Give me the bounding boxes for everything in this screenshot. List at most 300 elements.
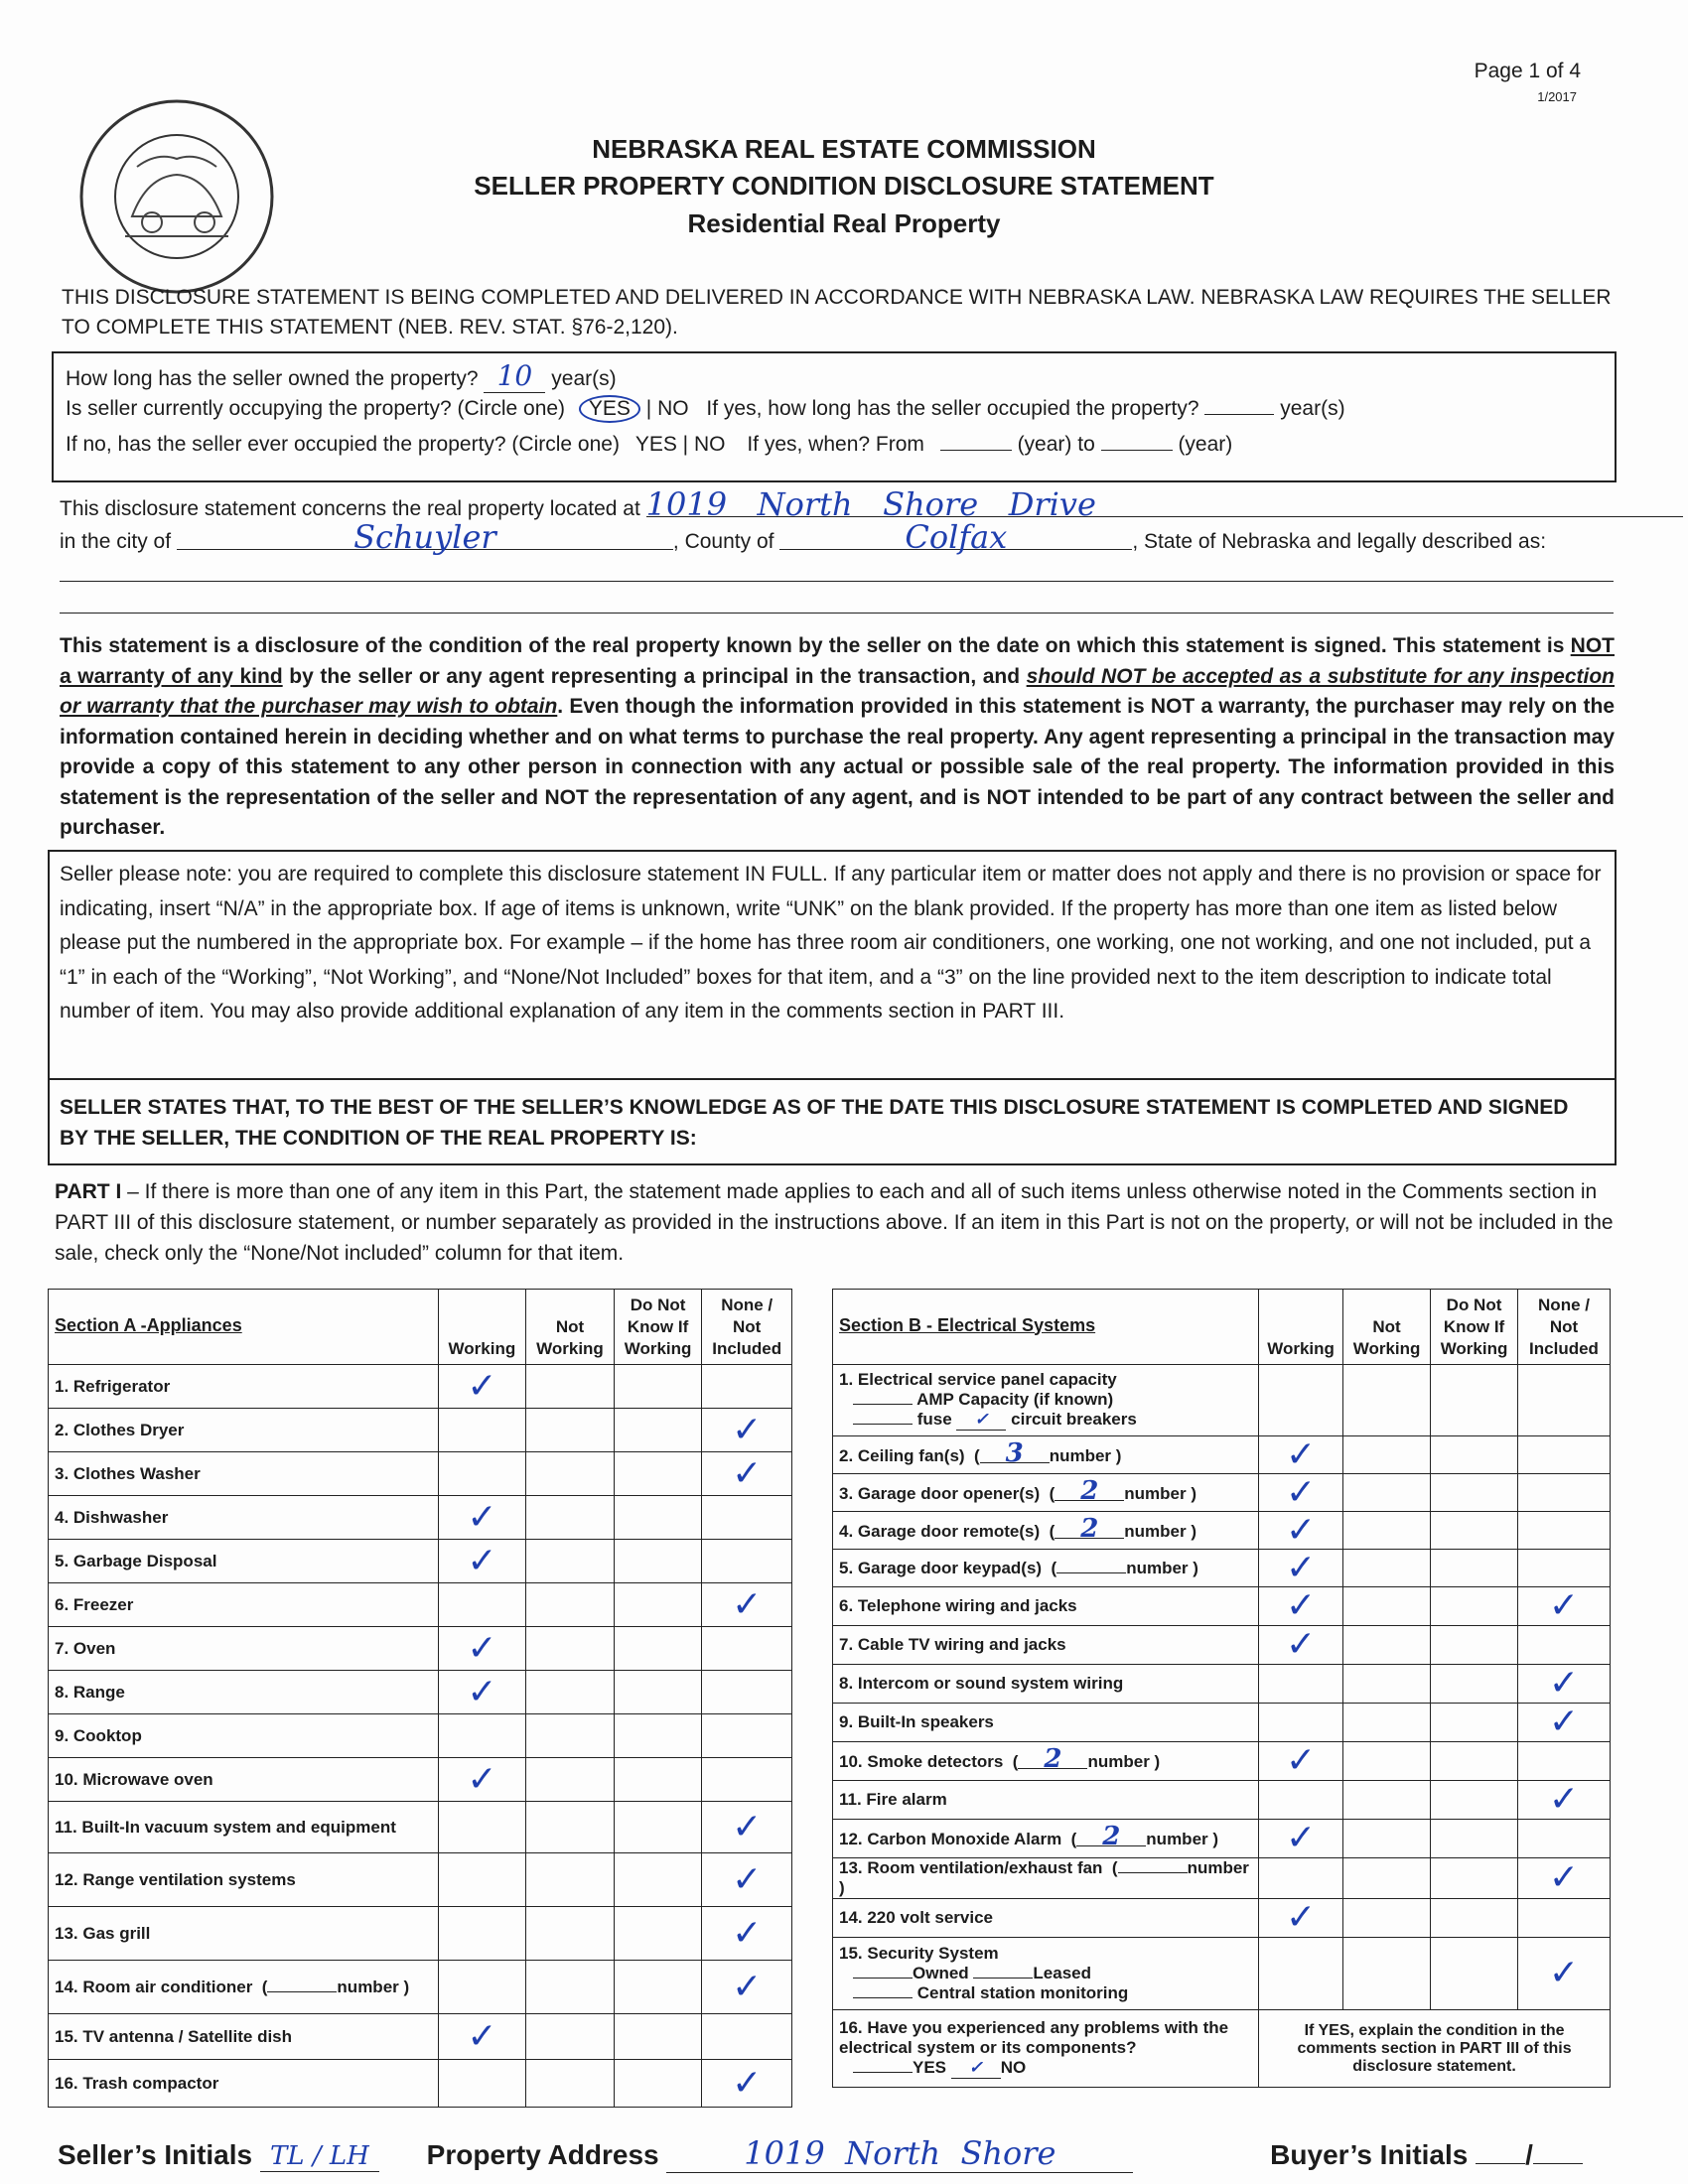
check-mark-icon: ✓ bbox=[1548, 1779, 1580, 1820]
ever-occupied-row bbox=[66, 433, 1232, 457]
checkbox-not-working[interactable] bbox=[526, 1907, 615, 1961]
item-label: 15. TV antenna / Satellite dish bbox=[55, 2026, 293, 2046]
year-to-label: (year) to bbox=[1017, 433, 1095, 456]
checkbox-none[interactable] bbox=[1518, 1626, 1611, 1665]
amp-label: AMP Capacity (if known) bbox=[916, 1390, 1114, 1409]
part1-text: – If there is more than one of any item in this Part, the statement made applies to each and all of such items unless otherwise noted in the Comments section in PART III of this disclosure statement, or number separately as provided in the instructions above. If an item in this Part is not on the property, or will not be included in the sale, check only the “None/Not included” column for that item. bbox=[55, 1180, 1614, 1265]
item-microwave-oven bbox=[49, 1758, 439, 1802]
item-fire-alarm bbox=[833, 1781, 1259, 1820]
ever-occupied-options[interactable]: YES | NO bbox=[634, 433, 726, 456]
item-label: 1. Electrical service panel capacity bbox=[839, 1370, 1117, 1389]
checkbox-do-not-know[interactable] bbox=[1431, 1742, 1518, 1781]
disclosure-statement bbox=[60, 631, 1615, 844]
checkbox-do-not-know[interactable] bbox=[614, 1671, 702, 1714]
checkbox-none[interactable] bbox=[1518, 1704, 1611, 1742]
legal-description-line-2[interactable] bbox=[60, 613, 1614, 614]
check-mark-icon: ✓ bbox=[467, 1496, 497, 1538]
checkbox-do-not-know[interactable] bbox=[1431, 1587, 1518, 1626]
occupied-years-field[interactable] bbox=[1204, 414, 1274, 415]
q16-yes-label: YES bbox=[913, 2058, 947, 2077]
checkbox-working[interactable] bbox=[438, 1714, 526, 1758]
to-year-field[interactable] bbox=[1101, 450, 1173, 451]
legal-description-line-1[interactable] bbox=[60, 581, 1614, 582]
checkbox-not-working[interactable] bbox=[526, 1627, 615, 1671]
checkbox-working[interactable] bbox=[438, 1496, 526, 1540]
col-not-working-header: Not Working bbox=[526, 1290, 615, 1365]
page-label: Page 1 of 4 bbox=[1474, 60, 1581, 82]
item-cooktop bbox=[49, 1714, 439, 1758]
checkbox-do-not-know[interactable] bbox=[1431, 1820, 1518, 1858]
checkbox-do-not-know[interactable] bbox=[1431, 1704, 1518, 1742]
table-row bbox=[833, 1587, 1611, 1626]
item-clothes-dryer bbox=[49, 1409, 439, 1452]
check-mark-icon: ✓ bbox=[732, 1806, 763, 1847]
item-trash-compactor bbox=[49, 2060, 439, 2108]
checkbox-working[interactable] bbox=[1259, 1626, 1343, 1665]
property-address-label: Property Address bbox=[426, 2139, 659, 2170]
checkbox-none[interactable] bbox=[702, 1496, 792, 1540]
footer: Seller’s Initials TL / LH Property Address 1019 North Shore Buyer’s Initials / bbox=[58, 2134, 1646, 2173]
amp-field[interactable] bbox=[853, 1404, 913, 1405]
checkbox-working[interactable] bbox=[1259, 1858, 1343, 1899]
checkbox-do-not-know[interactable] bbox=[614, 1409, 702, 1452]
item-label: 9. Built-In speakers bbox=[839, 1712, 994, 1731]
item-label: 6. Telephone wiring and jacks bbox=[839, 1596, 1077, 1615]
checkbox-working[interactable] bbox=[438, 1583, 526, 1627]
checkbox-not-working[interactable] bbox=[1343, 1781, 1431, 1820]
statement-part2: by the seller or any agent representing a principal in the transaction, and bbox=[289, 664, 1021, 688]
checkbox-do-not-know[interactable] bbox=[1431, 1899, 1518, 1938]
owned-field[interactable] bbox=[853, 1978, 913, 1979]
checkbox-working[interactable] bbox=[438, 1853, 526, 1907]
ever-occupied-question: If no, has the seller ever occupied the property? (Circle one) bbox=[66, 433, 620, 456]
checkbox-working[interactable] bbox=[1259, 1899, 1343, 1938]
checkbox-none[interactable] bbox=[1518, 1899, 1611, 1938]
checkbox-none[interactable] bbox=[1518, 1858, 1611, 1899]
section-b-electrical-table bbox=[832, 1289, 1611, 2088]
col-do-not-know-header: Do Not Know If Working bbox=[1431, 1290, 1518, 1365]
checkbox-working[interactable] bbox=[438, 1627, 526, 1671]
checkbox-not-working[interactable] bbox=[1343, 1474, 1431, 1512]
checkbox-not-working[interactable] bbox=[1343, 1550, 1431, 1587]
col-working-header: Working bbox=[438, 1290, 526, 1365]
checkbox-do-not-know[interactable] bbox=[1431, 1858, 1518, 1899]
checkbox-do-not-know[interactable] bbox=[1431, 1938, 1518, 2010]
table-row bbox=[833, 1474, 1611, 1512]
check-mark-icon: ✓ bbox=[1286, 1624, 1317, 1665]
item-label: 8. Range bbox=[55, 1682, 125, 1702]
checkbox-none[interactable] bbox=[702, 1365, 792, 1409]
item-room-air-conditioner: 14. Room air conditioner ( number ) bbox=[49, 1961, 439, 2014]
item-garage-door-opener-s: 3. Garage door opener(s) ( 2 number ) bbox=[833, 1474, 1259, 1512]
item-count-field[interactable] bbox=[267, 1991, 337, 1992]
checkbox-not-working[interactable] bbox=[526, 1961, 615, 2014]
table-row bbox=[49, 1802, 792, 1853]
checkbox-working[interactable] bbox=[438, 1907, 526, 1961]
checkbox-working[interactable] bbox=[438, 1758, 526, 1802]
check-mark-icon: ✓ bbox=[732, 2062, 763, 2104]
address-label: This disclosure statement concerns the real property located at bbox=[60, 497, 640, 520]
item-security-system bbox=[833, 1938, 1259, 2010]
seller-initials-field[interactable]: TL / LH bbox=[260, 2141, 379, 2172]
ownership-box bbox=[52, 351, 1617, 482]
item-label: 2. Clothes Dryer bbox=[55, 1420, 185, 1439]
occupied-unit: year(s) bbox=[1280, 397, 1345, 420]
checkbox-do-not-know[interactable] bbox=[614, 1961, 702, 2014]
checkbox-do-not-know[interactable] bbox=[1431, 1512, 1518, 1550]
owned-row bbox=[66, 359, 617, 393]
checkbox-not-working[interactable] bbox=[526, 1671, 615, 1714]
checkbox-not-working[interactable] bbox=[1343, 1704, 1431, 1742]
monitoring-field[interactable] bbox=[853, 1997, 913, 1998]
checkbox-not-working[interactable] bbox=[526, 1496, 615, 1540]
checkbox-working[interactable] bbox=[1259, 1820, 1343, 1858]
checkbox-do-not-know[interactable] bbox=[614, 1540, 702, 1583]
checkbox-none[interactable] bbox=[702, 2060, 792, 2108]
checkbox-working[interactable] bbox=[438, 1671, 526, 1714]
item-label: 14. 220 volt service bbox=[839, 1908, 994, 1927]
circuit-breakers-field[interactable]: ✓ bbox=[956, 1410, 1006, 1431]
q16-no-label: NO bbox=[1000, 2058, 1027, 2077]
city-field[interactable]: Schuyler bbox=[177, 525, 673, 550]
checkbox-working[interactable] bbox=[438, 1961, 526, 2014]
item-label: 1. Refrigerator bbox=[55, 1376, 171, 1396]
checkbox-working[interactable] bbox=[438, 1409, 526, 1452]
owned-unit: year(s) bbox=[551, 367, 617, 390]
fuse-field[interactable] bbox=[853, 1424, 913, 1425]
table-row bbox=[49, 1452, 792, 1496]
buyer-initials-label: Buyer’s Initials bbox=[1270, 2139, 1469, 2170]
checkbox-not-working[interactable] bbox=[526, 1758, 615, 1802]
part1-instructions bbox=[55, 1176, 1623, 1269]
table-row bbox=[49, 1714, 792, 1758]
checkbox-do-not-know[interactable] bbox=[1431, 1436, 1518, 1474]
checkbox-do-not-know[interactable] bbox=[614, 1627, 702, 1671]
checkbox-not-working[interactable] bbox=[526, 1853, 615, 1907]
statement-not-warranty: NOT a warranty of any kind bbox=[60, 634, 1615, 688]
section-b-title: Section B - Electrical Systems bbox=[833, 1290, 1259, 1365]
checkbox-not-working[interactable] bbox=[526, 1409, 615, 1452]
checkbox-do-not-know[interactable] bbox=[1431, 1665, 1518, 1704]
item-refrigerator bbox=[49, 1365, 439, 1409]
item-electrical-service-panel-capacity bbox=[833, 1365, 1259, 1436]
checkbox-not-working[interactable] bbox=[1343, 1665, 1431, 1704]
checkbox-none[interactable] bbox=[702, 1907, 792, 1961]
item-count-field[interactable]: 2 bbox=[1055, 1482, 1124, 1501]
table-row bbox=[833, 1365, 1611, 1436]
item-garage-door-keypad-s: 5. Garage door keypad(s) ( number ) bbox=[833, 1550, 1259, 1587]
fuse-label: fuse bbox=[916, 1410, 952, 1429]
leased-label: Leased bbox=[1033, 1964, 1091, 1982]
checkbox-none[interactable] bbox=[1518, 1365, 1611, 1436]
item-label: 14. Room air conditioner bbox=[55, 1977, 253, 1996]
monitoring-label: Central station monitoring bbox=[916, 1983, 1129, 2002]
checkbox-working[interactable] bbox=[438, 1365, 526, 1409]
checkbox-do-not-know[interactable] bbox=[1431, 1781, 1518, 1820]
checkbox-working[interactable] bbox=[1259, 1665, 1343, 1704]
col-working-header: Working bbox=[1259, 1290, 1343, 1365]
checkbox-working[interactable] bbox=[438, 2060, 526, 2108]
table-row bbox=[49, 1853, 792, 1907]
checkbox-working[interactable] bbox=[1259, 1433, 1343, 1475]
checkbox-none[interactable] bbox=[1518, 1436, 1611, 1474]
table-row bbox=[833, 2010, 1611, 2088]
checkbox-not-working[interactable] bbox=[526, 1365, 615, 1409]
checkbox-none[interactable] bbox=[1518, 1665, 1611, 1704]
checkbox-not-working[interactable] bbox=[1343, 1626, 1431, 1665]
seller-states-box bbox=[48, 1076, 1617, 1165]
checkbox-none[interactable] bbox=[1518, 1938, 1611, 2010]
item-label: 12. Range ventilation systems bbox=[55, 1869, 296, 1889]
checkbox-none[interactable] bbox=[702, 1961, 792, 2014]
item-electrical-problems-question bbox=[833, 2010, 1259, 2088]
col-not-working-header: Not Working bbox=[1343, 1290, 1431, 1365]
item-label: 13. Gas grill bbox=[55, 1923, 151, 1943]
checkbox-none[interactable] bbox=[702, 1540, 792, 1583]
statement-part3: . Even though the information provided in this statement is NOT a warranty, the purchaser may rely on the information contained herein in deciding whether and on what terms to purchase the real property. Any agent representing a principal in the transaction may provide a copy of this statement to any other person in connection with any actual or possible sale of the real property. The information provided in this statement is the representation of the seller and NOT the representation of any agent, and is NOT intended to be part of any contract between the seller and purchaser. bbox=[60, 695, 1615, 839]
from-year-field[interactable] bbox=[940, 450, 1012, 451]
table-row bbox=[833, 1781, 1611, 1820]
check-mark-icon: ✓ bbox=[732, 1409, 763, 1450]
check-mark-icon: ✓ bbox=[467, 1671, 497, 1712]
item-tv-antenna-satellite-dish bbox=[49, 2014, 439, 2060]
checkbox-none[interactable] bbox=[702, 2014, 792, 2060]
checkbox-not-working[interactable] bbox=[526, 2060, 615, 2108]
intro-text: THIS DISCLOSURE STATEMENT IS BEING COMPLETED AND DELIVERED IN ACCORDANCE WITH NEBRASKA LAW. NEBRASKA LAW REQUIRES THE SELLER TO COMPLETE THIS STATEMENT (NEB. REV. STAT. §76-2,120). bbox=[62, 286, 1612, 339]
check-mark-icon: ✓ bbox=[732, 1583, 763, 1625]
item-label: 6. Freezer bbox=[55, 1594, 134, 1614]
item-label: 16. Trash compactor bbox=[55, 2073, 219, 2093]
item-clothes-washer bbox=[49, 1452, 439, 1496]
owned-years-field[interactable]: 10 bbox=[484, 359, 545, 393]
checkbox-working[interactable] bbox=[1259, 1471, 1343, 1513]
checkbox-none[interactable] bbox=[702, 1583, 792, 1627]
statement-part1: This statement is a disclosure of the condition of the real property known by the seller on the date on which this statement is signed. This statement is bbox=[60, 634, 1565, 657]
checkbox-working[interactable] bbox=[438, 1452, 526, 1496]
check-mark-icon: ✓ bbox=[467, 1365, 497, 1407]
checkbox-not-working[interactable] bbox=[526, 1714, 615, 1758]
checkbox-working[interactable] bbox=[1259, 1509, 1343, 1551]
header-title: SELLER PROPERTY CONDITION DISCLOSURE STATEMENT bbox=[474, 171, 1214, 201]
item-label: 15. Security System bbox=[839, 1944, 999, 1963]
checkbox-working[interactable] bbox=[1259, 1587, 1343, 1626]
city-label: in the city of bbox=[60, 530, 172, 553]
checkbox-none[interactable] bbox=[702, 1714, 792, 1758]
item-count-field[interactable]: 3 bbox=[980, 1444, 1050, 1463]
item-dishwasher bbox=[49, 1496, 439, 1540]
check-mark-icon: ✓ bbox=[1548, 1663, 1580, 1704]
leased-field[interactable] bbox=[973, 1978, 1033, 1979]
checkbox-not-working[interactable] bbox=[1343, 1587, 1431, 1626]
checkbox-not-working[interactable] bbox=[526, 1583, 615, 1627]
checkbox-not-working[interactable] bbox=[1343, 1938, 1431, 2010]
checkbox-not-working[interactable] bbox=[1343, 1858, 1431, 1899]
item-garbage-disposal bbox=[49, 1540, 439, 1583]
q16-note: If YES, explain the condition in the comments section in PART III of this disclosure statement. bbox=[1259, 2010, 1611, 2088]
check-mark-icon: ✓ bbox=[1548, 1585, 1580, 1626]
item-built-in-vacuum-system-and-equipment bbox=[49, 1802, 439, 1853]
checkbox-none[interactable] bbox=[702, 1758, 792, 1802]
checkbox-do-not-know[interactable] bbox=[614, 1758, 702, 1802]
no-option[interactable]: NO bbox=[657, 397, 689, 420]
checkbox-none[interactable] bbox=[702, 1802, 792, 1853]
checkbox-none[interactable] bbox=[1518, 1742, 1611, 1781]
circuit-breakers-label: circuit breakers bbox=[1011, 1410, 1137, 1429]
item-count-suffix: number ) bbox=[1126, 1558, 1198, 1577]
table-row bbox=[833, 1436, 1611, 1474]
item-label: 12. Carbon Monoxide Alarm bbox=[839, 1830, 1062, 1848]
table-row bbox=[49, 1671, 792, 1714]
address-field[interactable]: 1019 North Shore Drive bbox=[646, 492, 1683, 517]
item-room-ventilation-exhaust-fan: 13. Room ventilation/exhaust fan ( number ) bbox=[833, 1858, 1259, 1899]
item-count-field[interactable] bbox=[1056, 1572, 1126, 1573]
checkbox-do-not-know[interactable] bbox=[614, 1365, 702, 1409]
checkbox-working[interactable] bbox=[438, 1540, 526, 1583]
item-count-field[interactable]: 2 bbox=[1055, 1520, 1124, 1539]
check-mark-icon: ✓ bbox=[732, 1452, 763, 1494]
checkbox-do-not-know[interactable] bbox=[1431, 1626, 1518, 1665]
check-mark-icon: ✓ bbox=[1286, 1818, 1317, 1858]
yes-circled[interactable]: YES bbox=[579, 395, 640, 423]
checkbox-do-not-know[interactable] bbox=[614, 1583, 702, 1627]
city-row bbox=[60, 518, 1628, 556]
checkbox-do-not-know[interactable] bbox=[1431, 1365, 1518, 1436]
check-mark-icon: ✓ bbox=[732, 1912, 763, 1954]
table-row bbox=[833, 1626, 1611, 1665]
table-row bbox=[833, 1858, 1611, 1899]
checkbox-none[interactable] bbox=[1518, 1820, 1611, 1858]
checkbox-not-working[interactable] bbox=[1343, 1436, 1431, 1474]
item-count-field[interactable] bbox=[1118, 1872, 1188, 1873]
item-range bbox=[49, 1671, 439, 1714]
checkbox-not-working[interactable] bbox=[1343, 1742, 1431, 1781]
owned-label: Owned bbox=[913, 1964, 969, 1982]
item-label: 11. Built-In vacuum system and equipment bbox=[55, 1817, 396, 1837]
checkbox-not-working[interactable] bbox=[1343, 1365, 1431, 1436]
item-label: 4. Dishwasher bbox=[55, 1507, 169, 1527]
checkbox-none[interactable] bbox=[702, 1627, 792, 1671]
checkbox-none[interactable] bbox=[702, 1409, 792, 1452]
check-mark-icon: ✓ bbox=[467, 1758, 497, 1800]
part1-label: PART I bbox=[55, 1180, 122, 1203]
checkbox-do-not-know[interactable] bbox=[1431, 1550, 1518, 1587]
item-count-suffix: number ) bbox=[1049, 1445, 1122, 1465]
county-label: , County of bbox=[672, 530, 774, 553]
table-row bbox=[833, 1512, 1611, 1550]
section-a-title: Section A -Appliances bbox=[49, 1290, 439, 1365]
checkbox-do-not-know[interactable] bbox=[614, 2014, 702, 2060]
checkbox-not-working[interactable] bbox=[526, 2014, 615, 2060]
item-label: 4. Garage door remote(s) bbox=[839, 1521, 1041, 1541]
check-mark-icon: ✓ bbox=[732, 1966, 763, 2007]
check-mark-icon: ✓ bbox=[1286, 1740, 1317, 1781]
table-row bbox=[833, 1665, 1611, 1704]
checkbox-not-working[interactable] bbox=[526, 1802, 615, 1853]
buyer-initial-2-field[interactable] bbox=[1533, 2163, 1583, 2164]
check-mark-icon: ✓ bbox=[1286, 1509, 1317, 1551]
checkbox-none[interactable] bbox=[1518, 1474, 1611, 1512]
item-count-field[interactable]: 2 bbox=[1076, 1828, 1146, 1846]
seller-states: SELLER STATES THAT, TO THE BEST OF THE SELLER’S KNOWLEDGE AS OF THE DATE THIS DISCLOSURE STATEMENT IS COMPLETED AND SIGNED BY THE SELLER, THE CONDITION OF THE REAL PROPERTY IS: bbox=[60, 1096, 1569, 1150]
table-row bbox=[49, 2014, 792, 2060]
checkbox-not-working[interactable] bbox=[1343, 1899, 1431, 1938]
col-none-header: None / Not Included bbox=[1518, 1290, 1611, 1365]
checkbox-working[interactable] bbox=[438, 1802, 526, 1853]
checkbox-not-working[interactable] bbox=[1343, 1820, 1431, 1858]
check-mark-icon: ✓ bbox=[467, 2015, 497, 2057]
item-label: 7. Oven bbox=[55, 1638, 116, 1658]
table-row bbox=[49, 1961, 792, 2014]
checkbox-not-working[interactable] bbox=[526, 1540, 615, 1583]
checkbox-none[interactable] bbox=[1518, 1587, 1611, 1626]
checkbox-do-not-know[interactable] bbox=[614, 1802, 702, 1853]
item-label: 13. Room ventilation/exhaust fan bbox=[839, 1858, 1103, 1877]
checkbox-do-not-know[interactable] bbox=[614, 1907, 702, 1961]
checkbox-do-not-know[interactable] bbox=[614, 1452, 702, 1496]
check-mark-icon: ✓ bbox=[1548, 1857, 1580, 1898]
checkbox-none[interactable] bbox=[702, 1452, 792, 1496]
table-row bbox=[49, 1907, 792, 1961]
county-field[interactable]: Colfax bbox=[779, 525, 1132, 550]
item-count-field[interactable]: 2 bbox=[1018, 1750, 1087, 1769]
checkbox-not-working[interactable] bbox=[526, 1452, 615, 1496]
col-do-not-know-header: Do Not Know If Working bbox=[614, 1290, 702, 1365]
check-mark-icon: ✓ bbox=[1286, 1897, 1317, 1938]
checkbox-none[interactable] bbox=[1518, 1550, 1611, 1587]
check-mark-icon: ✓ bbox=[467, 1627, 497, 1669]
checkbox-none[interactable] bbox=[1518, 1512, 1611, 1550]
header-commission: NEBRASKA REAL ESTATE COMMISSION bbox=[592, 134, 1096, 164]
property-address-field[interactable]: 1019 North Shore bbox=[666, 2134, 1133, 2173]
item-cable-tv-wiring-and-jacks bbox=[833, 1626, 1259, 1665]
checkbox-working[interactable] bbox=[1259, 1547, 1343, 1588]
q16-no-field[interactable]: ✓ bbox=[951, 2058, 1001, 2079]
checkbox-working[interactable] bbox=[438, 2014, 526, 2060]
checkbox-none[interactable] bbox=[702, 1671, 792, 1714]
item-garage-door-remote-s: 4. Garage door remote(s) ( 2 number ) bbox=[833, 1512, 1259, 1550]
item-built-in-speakers bbox=[833, 1704, 1259, 1742]
checkbox-working[interactable] bbox=[1259, 1365, 1343, 1436]
item-smoke-detectors: 10. Smoke detectors ( 2 number ) bbox=[833, 1742, 1259, 1781]
table-row bbox=[833, 1938, 1611, 2010]
item-label: 8. Intercom or sound system wiring bbox=[839, 1674, 1124, 1693]
occupying-row: Is seller currently occupying the property? (Circle one) YES | NO If yes, how long has the seller occupied the property? year(s) bbox=[66, 395, 1345, 423]
checkbox-do-not-know[interactable] bbox=[614, 1853, 702, 1907]
item-220-volt-service bbox=[833, 1899, 1259, 1938]
check-mark-icon: ✓ bbox=[467, 1540, 497, 1581]
checkbox-do-not-know[interactable] bbox=[614, 1496, 702, 1540]
checkbox-do-not-know[interactable] bbox=[1431, 1474, 1518, 1512]
checkbox-working[interactable] bbox=[1259, 1704, 1343, 1742]
checkbox-working[interactable] bbox=[1259, 1938, 1343, 2010]
checkbox-do-not-know[interactable] bbox=[614, 2060, 702, 2108]
checkbox-working[interactable] bbox=[1259, 1781, 1343, 1820]
buyer-initial-1-field[interactable] bbox=[1476, 2163, 1525, 2164]
checkbox-working[interactable] bbox=[1259, 1742, 1343, 1781]
checkbox-do-not-know[interactable] bbox=[614, 1714, 702, 1758]
check-mark-icon: ✓ bbox=[1286, 1547, 1317, 1588]
check-mark-icon: ✓ bbox=[1286, 1471, 1317, 1513]
item-label: 11. Fire alarm bbox=[839, 1790, 947, 1809]
item-label: 9. Cooktop bbox=[55, 1725, 142, 1745]
occupied-duration-question: If yes, how long has the seller occupied the property? bbox=[706, 397, 1199, 420]
q16-yes-field[interactable] bbox=[853, 2072, 913, 2073]
header-subtitle: Residential Real Property bbox=[687, 208, 1001, 238]
col-none-header: None / Not Included bbox=[702, 1290, 792, 1365]
checkbox-not-working[interactable] bbox=[1343, 1512, 1431, 1550]
checkbox-none[interactable] bbox=[702, 1853, 792, 1907]
checkbox-none[interactable] bbox=[1518, 1781, 1611, 1820]
